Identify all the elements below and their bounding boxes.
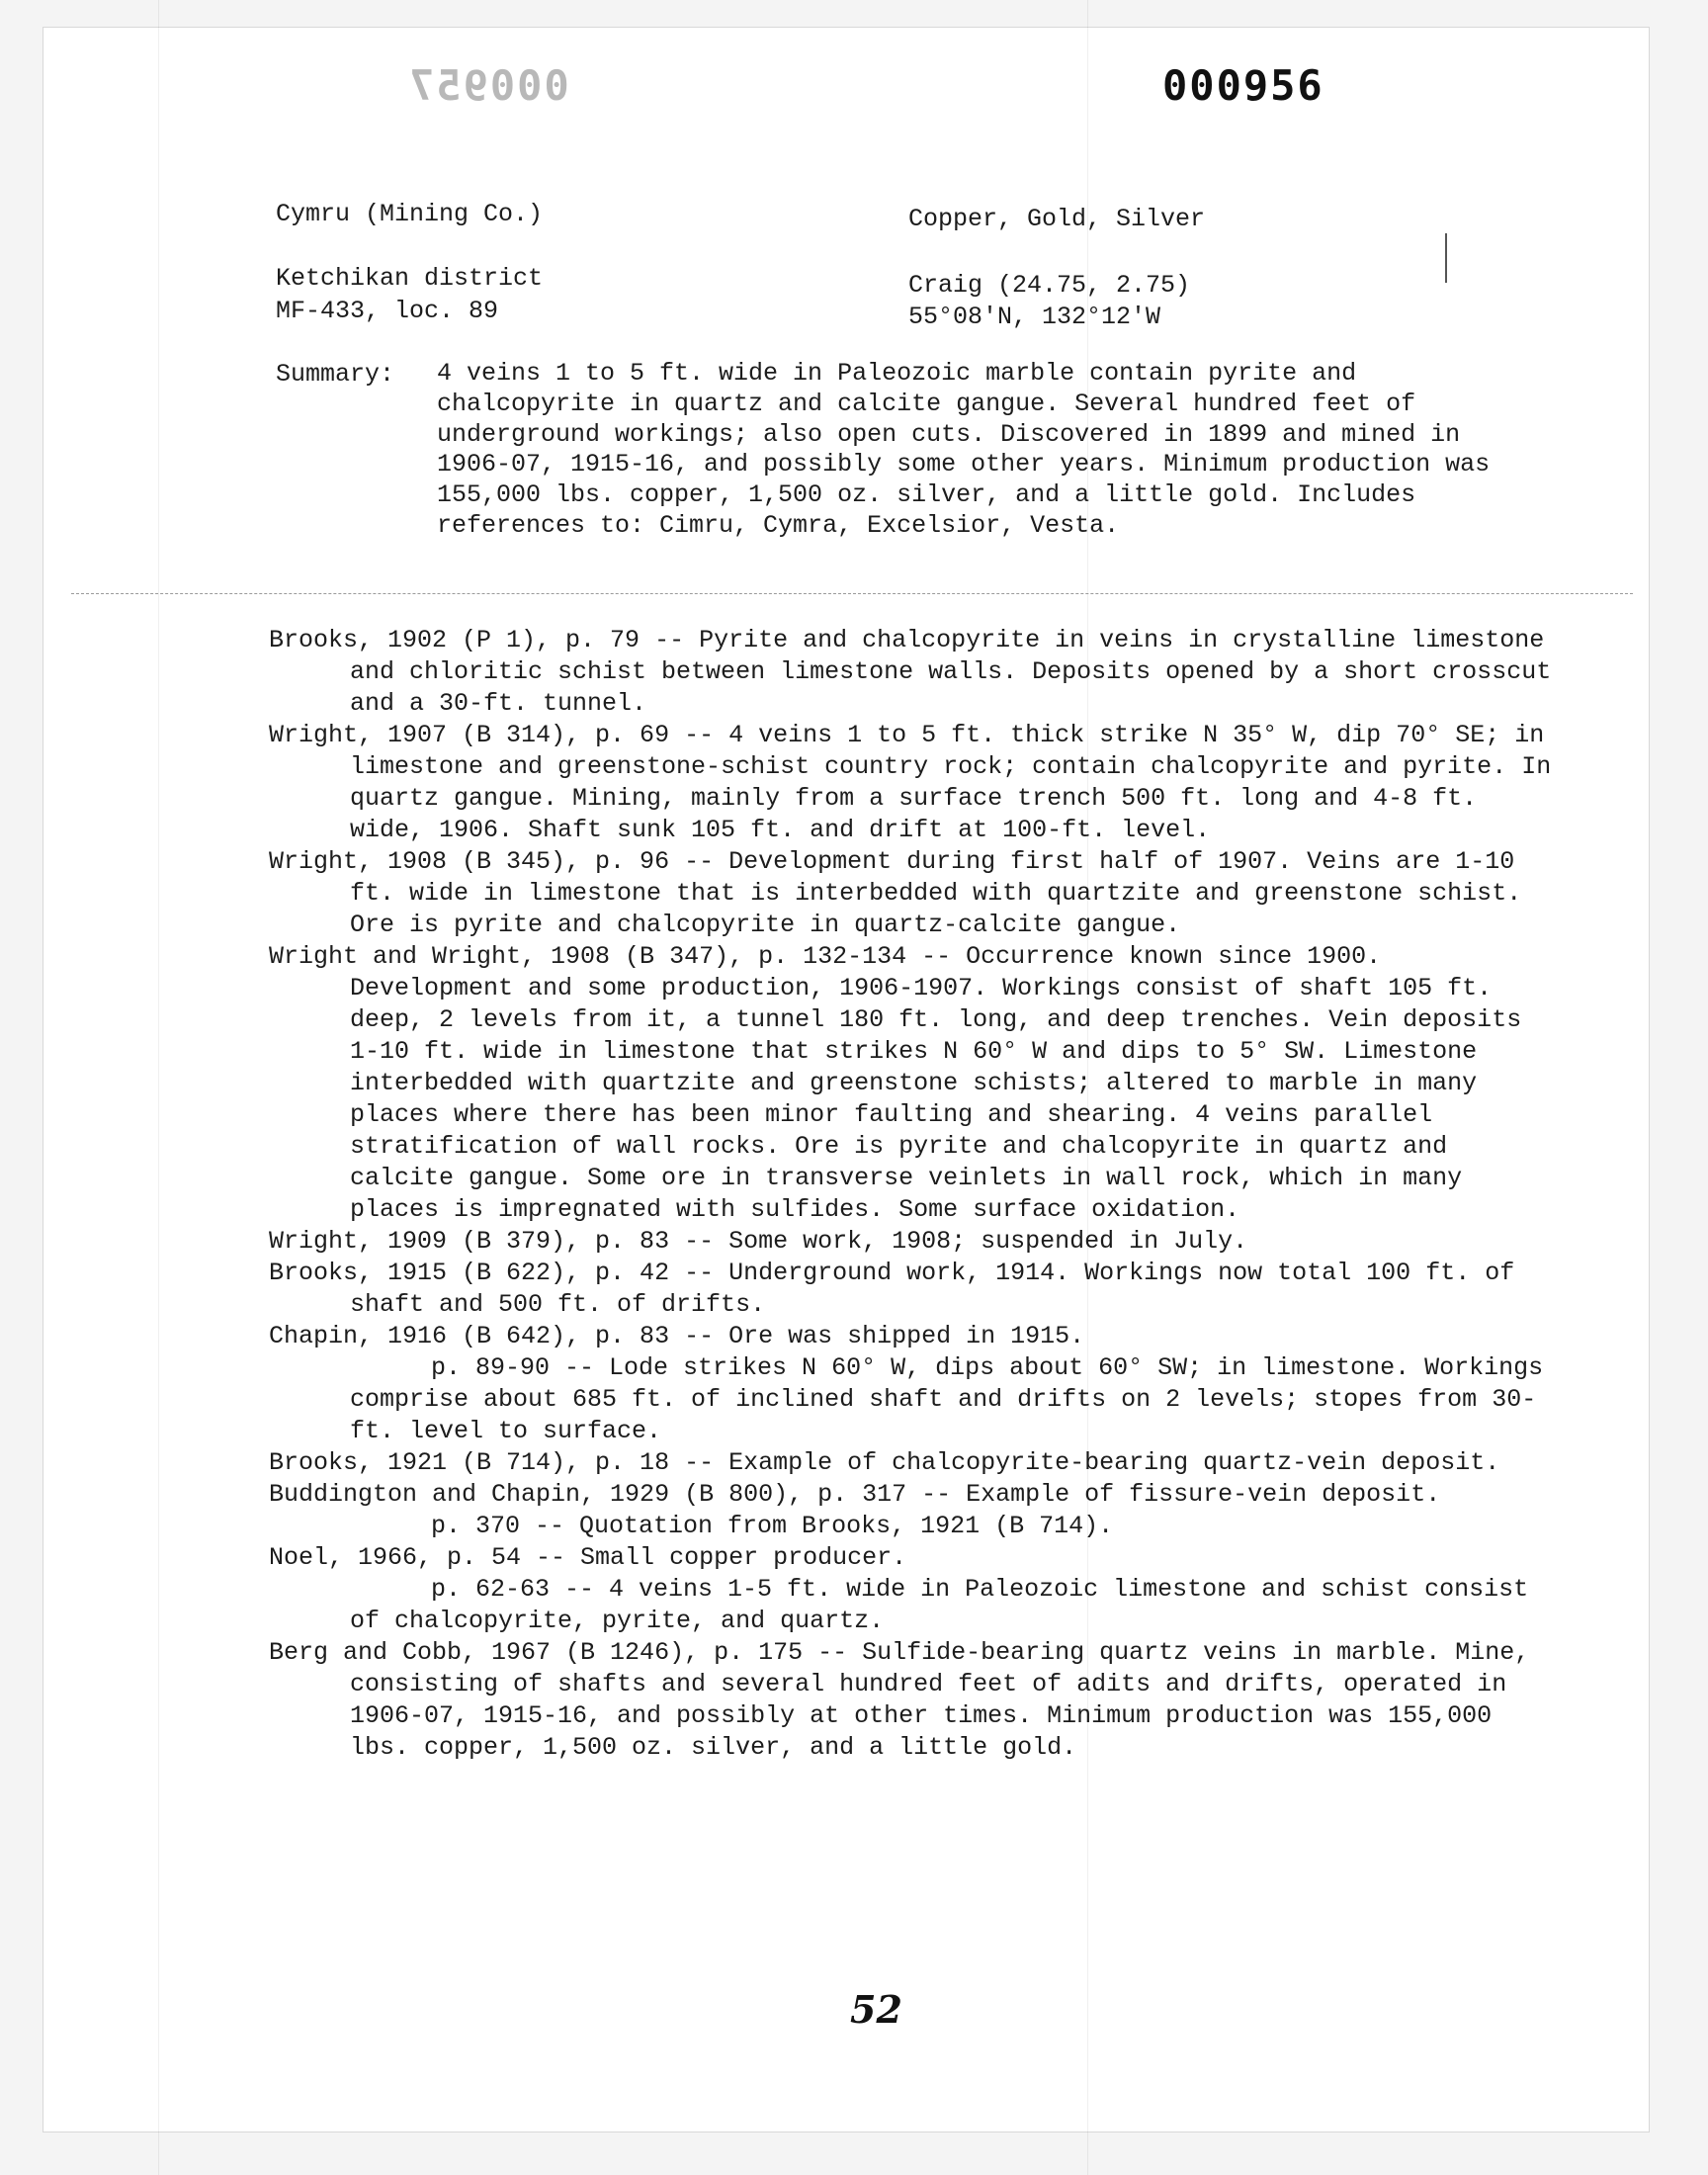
page-id: 000956 (1162, 61, 1324, 110)
map-reference: MF-433, loc. 89 (276, 297, 499, 325)
summary-label: Summary: (276, 360, 395, 389)
coordinates: 55°08'N, 132°12'W (908, 303, 1161, 331)
reference-entry: Wright, 1909 (B 379), p. 83 -- Some work, 1908; suspended in July. (269, 1227, 1248, 1256)
commodities: Copper, Gold, Silver (908, 205, 1206, 233)
page-number: 52 (850, 1987, 902, 2032)
reference-entry: p. 370 -- Quotation from Brooks, 1921 (B 714). (431, 1512, 1114, 1540)
reference-entry: Wright, 1907 (B 314), p. 69 -- 4 veins 1 to 5 ft. thick strike N 35° W, dip 70° SE; in limestone and greenstone-schist country rock; contain chalcopyrite and pyrite. In quartz gangue. Mining, mainly from a surface trench 500 ft. long and 4-8 ft. wide, 1906. Shaft sunk 105 ft. and drift at 100-ft. level. (269, 721, 1552, 844)
reference-entry: Brooks, 1921 (B 714), p. 18 -- Example of chalcopyrite-bearing quartz-vein deposit. (269, 1448, 1500, 1477)
company-name: Cymru (Mining Co.) (276, 200, 544, 228)
quadrangle: Craig (24.75, 2.75) (908, 271, 1191, 300)
reference-entry: Brooks, 1902 (P 1), p. 79 -- Pyrite and chalcopyrite in veins in crystalline limestone and chloritic schist between limestone walls. Deposits opened by a short crosscut and a 30-ft. tunnel. (269, 626, 1552, 718)
scan-artifact-line (158, 0, 159, 2175)
reference-entry: Chapin, 1916 (B 642), p. 83 -- Ore was shipped in 1915. (269, 1322, 1085, 1350)
reference-entry: p. 62-63 -- 4 veins 1-5 ft. wide in Paleozoic limestone and schist consist of chalcopyrite, pyrite, and quartz. (350, 1575, 1529, 1635)
reference-entry: Wright and Wright, 1908 (B 347), p. 132-134 -- Occurrence known since 1900. Development and some production, 1906-1907. Workings consist of shaft 105 ft. deep, 2 levels from it, a tunnel 180 ft. long, and deep trenches. Vein deposits 1-10 ft. wide in limestone that strikes N 60° W and dips to 5° SW. Limestone interbedded with quartzite and greenstone schists; altered to marble in many places where there has been minor faulting and shearing. 4 veins parallel stratification of wall rocks. Ore is pyrite and chalcopyrite in quartz and calcite gangue. Some ore in transverse veinlets in wall rock, which in many places is impregnated with sulfides. Some surface oxidation. (269, 942, 1522, 1224)
district: Ketchikan district (276, 264, 544, 293)
reference-entry: Wright, 1908 (B 345), p. 96 -- Development during first half of 1907. Veins are 1-10 ft. wide in limestone that is interbedded with quartzite and greenstone schist. Ore is pyrite and chalcopyrite in quartz-calcite gangue. (269, 847, 1522, 939)
reference-entry: Noel, 1966, p. 54 -- Small copper producer. (269, 1543, 907, 1572)
section-divider (71, 593, 1633, 594)
margin-mark (1445, 233, 1447, 283)
reference-list (269, 625, 1554, 1764)
reference-entry: Buddington and Chapin, 1929 (B 800), p. 317 -- Example of fissure-vein deposit. (269, 1480, 1441, 1509)
reference-entry: p. 89-90 -- Lode strikes N 60° W, dips about 60° SW; in limestone. Workings comprise about 685 ft. of inclined shaft and drifts on 2 levels; stopes from 30-ft. level to surface. (350, 1353, 1544, 1445)
ghost-page-id: 000957 (407, 61, 569, 110)
reference-entry: Berg and Cobb, 1967 (B 1246), p. 175 -- Sulfide-bearing quartz veins in marble. Mine, consisting of shafts and several hundred feet of adits and drifts, operated in 1906-07, 1915-16, and possibly at other times. Minimum production was 155,000 lbs. copper, 1,500 oz. silver, and a little gold. (269, 1638, 1530, 1762)
reference-entry: Brooks, 1915 (B 622), p. 42 -- Underground work, 1914. Workings now total 100 ft. of shaft and 500 ft. of drifts. (269, 1259, 1515, 1319)
summary-text: 4 veins 1 to 5 ft. wide in Paleozoic marble contain pyrite and chalcopyrite in quartz and calcite gangue. Several hundred feet of underground workings; also open cuts. Discovered in 1899 and mined in 1906-07, 1915-16, and possibly some other years. Minimum production was 155,000 lbs. copper, 1,500 oz. silver, and a little gold. Includes references to: Cimru, Cymra, Excelsior, Vesta. (437, 359, 1491, 540)
